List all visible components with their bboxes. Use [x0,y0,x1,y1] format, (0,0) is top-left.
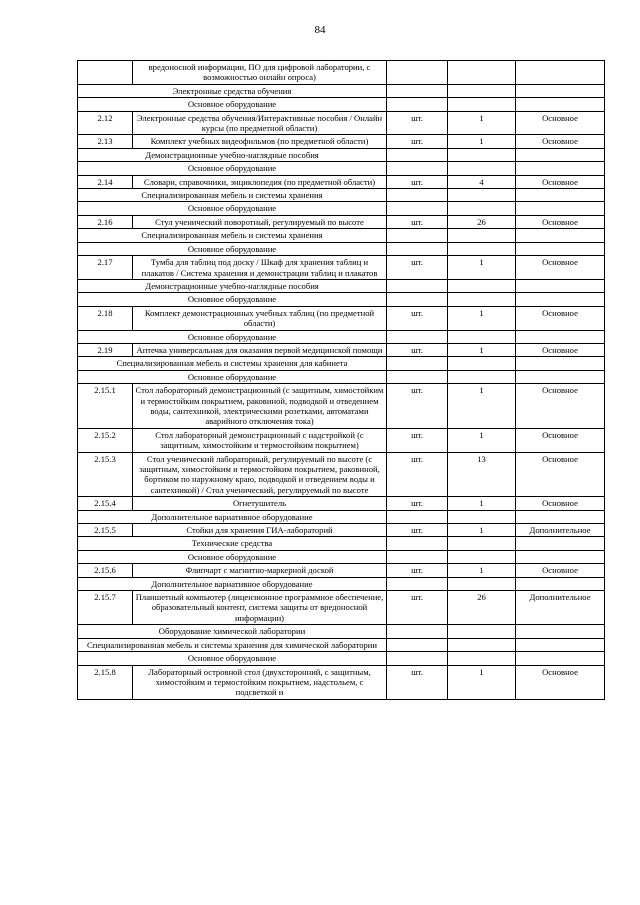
empty-cell [387,550,448,563]
category-cell: Основное [516,497,605,510]
empty-cell [448,638,516,651]
item-name-cell: Аптечка универсальная для оказания первой медицинской помощи [133,343,387,356]
section-title: Специализированная мебель и системы хранения [78,189,387,202]
section-header-row [78,537,605,550]
section-title: Основное оборудование [78,162,387,175]
empty-cell [516,370,605,383]
empty-cell [448,577,516,590]
table-row [78,215,605,228]
category-cell: Основное [516,452,605,497]
item-number-cell: 2.17 [78,256,133,280]
table-row [78,256,605,280]
empty-cell [387,148,448,161]
item-name-cell: Стол ученический лабораторный, регулируемый по высоте (с защитным, химостойким и термостойким покрытием, раковиной, бортиком по наружному краю, подводкой и отведением воды и сантехникой) / Стол ученический, регулируемый по высоте [133,452,387,497]
section-header-row [78,550,605,563]
unit-cell: шт. [387,111,448,135]
item-name-cell: Электронные средства обучения/Интерактивные пособия / Онлайн курсы (по предметной области) [133,111,387,135]
empty-cell [516,652,605,665]
empty-cell [448,357,516,370]
item-name-cell: вредоносной информации, ПО для цифровой лаборатории, с возможностью онлайн опроса) [133,61,387,85]
empty-cell [448,98,516,111]
item-name-cell: Комплект учебных видеофильмов (по предметной области) [133,135,387,148]
unit-cell: шт. [387,135,448,148]
empty-cell [448,84,516,97]
empty-cell [516,625,605,638]
empty-cell [516,550,605,563]
table-row [78,452,605,497]
item-name-cell: Стол лабораторный демонстрационный с надстройкой (с защитным, химостойким и термостойким покрытием) [133,428,387,452]
section-title: Основное оборудование [78,330,387,343]
empty-cell [448,189,516,202]
quantity-cell: 1 [448,564,516,577]
item-name-cell: Стол лабораторный демонстрационный (с защитным, химостойким и термостойким покрытием, раковиной, подводкой и отведением воды, сантехникой, электрическими розетками, автоматами аварийного отключения тока) [133,384,387,429]
item-name-cell: Флипчарт с магнитно-маркерной доской [133,564,387,577]
item-name-cell: Тумба для таблиц под доску / Шкаф для хранения таблиц и плакатов / Система хранения и демонстрации таблиц и плакатов [133,256,387,280]
category-cell: Основное [516,665,605,699]
unit-cell: шт. [387,524,448,537]
quantity-cell: 1 [448,111,516,135]
table-row [78,306,605,330]
section-title: Электронные средства обучения [78,84,387,97]
empty-cell [387,293,448,306]
empty-cell [516,357,605,370]
unit-cell: шт. [387,215,448,228]
item-number-cell: 2.15.2 [78,428,133,452]
empty-cell [387,370,448,383]
section-header-row [78,577,605,590]
quantity-cell: 26 [448,215,516,228]
section-title: Основное оборудование [78,550,387,563]
empty-cell [387,242,448,255]
item-number-cell: 2.19 [78,343,133,356]
section-header-row [78,638,605,651]
section-header-row [78,229,605,242]
section-title: Основное оборудование [78,370,387,383]
empty-cell [387,625,448,638]
unit-cell: шт. [387,497,448,510]
empty-cell [387,638,448,651]
table-row [78,524,605,537]
item-number-cell: 2.15.8 [78,665,133,699]
quantity-cell: 1 [448,665,516,699]
section-header-row [78,370,605,383]
table-row [78,665,605,699]
item-number-cell [78,61,133,85]
empty-cell [516,189,605,202]
section-header-row [78,162,605,175]
unit-cell: шт. [387,665,448,699]
table-row [78,428,605,452]
section-title: Специализированная мебель и системы хранения [78,229,387,242]
table-row [78,175,605,188]
empty-cell [387,652,448,665]
quantity-cell: 4 [448,175,516,188]
table-row [78,384,605,429]
item-number-cell: 2.15.3 [78,452,133,497]
item-number-cell: 2.18 [78,306,133,330]
category-cell: Основное [516,215,605,228]
table-row [78,497,605,510]
item-name-cell: Лабораторный островной стол (двухсторонний, с защитным, химостойким и термостойким покрытием, надстольем, с подсветкой и [133,665,387,699]
section-title: Дополнительное вариативное оборудование [78,510,387,523]
section-header-row [78,189,605,202]
category-cell: Основное [516,111,605,135]
empty-cell [516,98,605,111]
category-cell: Основное [516,256,605,280]
empty-cell [516,202,605,215]
empty-cell [516,293,605,306]
section-header-row [78,330,605,343]
section-header-row [78,242,605,255]
empty-cell [448,537,516,550]
empty-cell [448,229,516,242]
section-header-row [78,625,605,638]
table-row [78,61,605,85]
unit-cell [387,61,448,85]
empty-cell [448,330,516,343]
quantity-cell: 1 [448,135,516,148]
unit-cell: шт. [387,428,448,452]
unit-cell: шт. [387,306,448,330]
empty-cell [516,577,605,590]
section-title: Демонстрационные учебно-наглядные пособия [78,279,387,292]
empty-cell [387,84,448,97]
empty-cell [448,162,516,175]
quantity-cell: 1 [448,497,516,510]
unit-cell: шт. [387,256,448,280]
empty-cell [516,162,605,175]
empty-cell [448,652,516,665]
section-header-row [78,202,605,215]
item-number-cell: 2.15.5 [78,524,133,537]
table-row [78,135,605,148]
section-title: Демонстрационные учебно-наглядные пособия [78,148,387,161]
quantity-cell: 1 [448,428,516,452]
empty-cell [387,162,448,175]
section-title: Основное оборудование [78,652,387,665]
table-row [78,111,605,135]
empty-cell [387,537,448,550]
item-name-cell: Стойки для хранения ГИА-лабораторий [133,524,387,537]
item-name-cell: Огнетушитель [133,497,387,510]
section-title: Дополнительное вариативное оборудование [78,577,387,590]
empty-cell [387,98,448,111]
section-header-row [78,652,605,665]
category-cell [516,61,605,85]
section-header-row [78,98,605,111]
empty-cell [387,202,448,215]
unit-cell: шт. [387,175,448,188]
item-number-cell: 2.15.6 [78,564,133,577]
section-title: Основное оборудование [78,242,387,255]
section-header-row [78,293,605,306]
table-row [78,343,605,356]
section-header-row [78,510,605,523]
item-number-cell: 2.15.1 [78,384,133,429]
category-cell: Основное [516,306,605,330]
empty-cell [516,279,605,292]
empty-cell [387,357,448,370]
section-title: Основное оборудование [78,202,387,215]
section-header-row [78,279,605,292]
category-cell: Основное [516,428,605,452]
empty-cell [448,148,516,161]
section-title: Основное оборудование [78,98,387,111]
empty-cell [516,537,605,550]
empty-cell [516,242,605,255]
empty-cell [387,229,448,242]
page-number: 84 [314,24,326,36]
section-title: Оборудование химической лаборатории [78,625,387,638]
unit-cell: шт. [387,384,448,429]
empty-cell [516,638,605,651]
category-cell: Дополнительное [516,524,605,537]
category-cell: Основное [516,175,605,188]
category-cell: Основное [516,564,605,577]
category-cell: Основное [516,135,605,148]
equipment-table [77,60,605,700]
section-header-row [78,84,605,97]
empty-cell [448,625,516,638]
unit-cell: шт. [387,343,448,356]
empty-cell [516,148,605,161]
item-number-cell: 2.14 [78,175,133,188]
item-number-cell: 2.13 [78,135,133,148]
quantity-cell: 13 [448,452,516,497]
quantity-cell: 26 [448,591,516,625]
empty-cell [387,577,448,590]
item-name-cell: Комплект демонстрационных учебных таблиц (по предметной области) [133,306,387,330]
item-number-cell: 2.16 [78,215,133,228]
item-number-cell: 2.15.7 [78,591,133,625]
empty-cell [387,189,448,202]
empty-cell [387,330,448,343]
category-cell: Основное [516,343,605,356]
section-header-row [78,148,605,161]
section-title: Основное оборудование [78,293,387,306]
quantity-cell: 1 [448,306,516,330]
category-cell: Дополнительное [516,591,605,625]
item-name-cell: Словари, справочники, энциклопедия (по предметной области) [133,175,387,188]
table-row [78,591,605,625]
section-title: Специализированная мебель и системы хранения для химической лаборатории [78,638,387,651]
item-number-cell: 2.15.4 [78,497,133,510]
empty-cell [448,279,516,292]
empty-cell [448,242,516,255]
empty-cell [448,202,516,215]
empty-cell [516,84,605,97]
unit-cell: шт. [387,452,448,497]
empty-cell [448,293,516,306]
empty-cell [516,330,605,343]
item-number-cell: 2.12 [78,111,133,135]
quantity-cell: 1 [448,384,516,429]
unit-cell: шт. [387,564,448,577]
section-title: Технические средства [78,537,387,550]
section-header-row [78,357,605,370]
unit-cell: шт. [387,591,448,625]
quantity-cell [448,61,516,85]
empty-cell [448,550,516,563]
empty-cell [448,370,516,383]
empty-cell [448,510,516,523]
quantity-cell: 1 [448,343,516,356]
section-title: Специализированная мебель и системы хранения для кабинета [78,357,387,370]
table-body [78,61,605,700]
item-name-cell: Планшетный компьютер (лицензионное программное обеспечение, образовательный контент, система защиты от вредоносной информации) [133,591,387,625]
empty-cell [387,510,448,523]
category-cell: Основное [516,384,605,429]
empty-cell [516,229,605,242]
empty-cell [387,279,448,292]
item-name-cell: Стул ученический поворотный, регулируемый по высоте [133,215,387,228]
empty-cell [516,510,605,523]
table-row [78,564,605,577]
quantity-cell: 1 [448,256,516,280]
quantity-cell: 1 [448,524,516,537]
